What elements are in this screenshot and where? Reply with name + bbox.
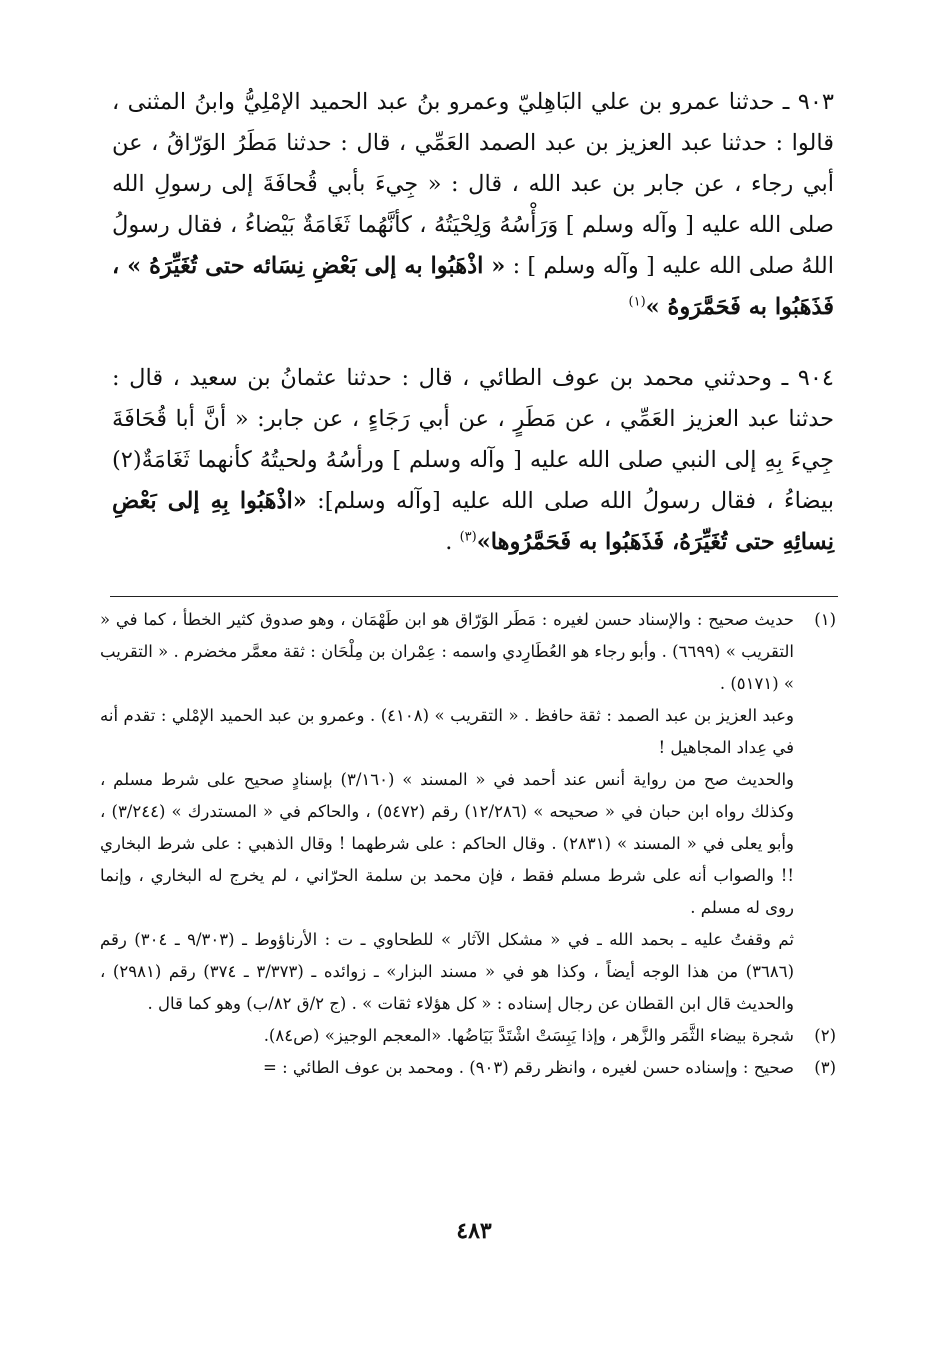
footnote-2 xyxy=(100,1020,836,1052)
hadith-904-quote: «اذْهَبُوا بِهِ إلى بَعْضِ نِسائِهِ حتى تُغَيِّرَهُ، فَذَهَبُوا به فَحَمَّرُوها» xyxy=(112,488,834,555)
main-text xyxy=(112,82,834,563)
footnote-paragraph: حديث صحيح : والإسناد حسن لغيره : مَطَر الوَرّاق هو ابن طَهْمَان ، وهو صدوق كثير الخطأ ، كما في « التقريب » (٦٦٩٩) . وأبو رجاء هو العُطَارِدي واسمه : عِمْران بن مِلْحَان : ثقة معمَّر مخضرم . « التقريب » (٥١٧١) . xyxy=(100,610,794,693)
footnote-1 xyxy=(100,604,836,1020)
footnote-paragraph: صحيح : وإسناده حسن لغيره ، وانظر رقم (٩٠٣) . ومحمد بن عوف الطائي : = xyxy=(263,1058,794,1077)
hadith-904-text: ٩٠٤ ـ وحدثني محمد بن عوف الطائي ، قال : حدثنا عثمانُ بن سعيد ، قال : حدثنا عبد العزيز العَمِّي ، عن مَطَرٍ ، عن أبي رَجَاءٍ ، عن جابر: « أنَّ أبا قُحَافَةَ جِيءَ بِهِ إلى النبي صلى الله عليه [ وآله وسلم ] ورأسُهُ ولحيتُهُ كأنهما ثَغَامَةٌ(٢) بيضاءُ ، فقال رسولُ الله صلى الله عليه [وآله وسلم]: xyxy=(112,365,834,514)
hadith-903-text: ٩٠٣ ـ حدثنا عمرو بن علي البَاهِليّ وعمرو بنُ عبد الحميد الإمْلِيُّ وابنُ المثنى ، قالوا : حدثنا عبد العزيز بن عبد الصمد العَمِّي ، قال : حدثنا مَطَرُ الوَرّاقُ ، عن أبي رجاء ، عن جابر بن عبد الله ، قال : « جِيءَ بأبي قُحافَةَ إلى رسولِ الله صلى الله عليه [ وآله وسلم ] وَرَأْسُهُ وَلِحْيَتُهُ ، كأنَّهُما ثَغَامَةٌ بَيْضاءُ ، فقال رسولُ اللهُ صلى الله عليه [ وآله وسلم ] : xyxy=(112,89,834,279)
footnotes xyxy=(100,604,836,1084)
footnote-number: (٢) xyxy=(814,1026,836,1045)
hadith-904-end: . xyxy=(445,529,460,555)
footnote-separator xyxy=(110,596,838,597)
footnote-paragraph: وعبد العزيز بن عبد الصمد : ثقة حافظ . « التقريب » (٤١٠٨) . وعمرو بن عبد الحميد الإمْلي : تقدم أنه في عِداد المجاهيل ! xyxy=(100,706,794,757)
hadith-904 xyxy=(112,358,834,563)
footnote-3 xyxy=(100,1052,836,1084)
footnote-paragraph: شجرة بيضاء الثَّمَر والزَّهر ، وإذا يَبِسَتْ اشْتَدَّ بَيَاضُها. «المعجم الوجيز» (ص٨٤). xyxy=(263,1026,794,1045)
footnote-ref-3: (٣) xyxy=(459,529,477,545)
footnote-paragraph: ثم وقفتُ عليه ـ بحمد الله ـ في « مشكل الآثار » للطحاوي ـ ت : الأرناؤوط ـ (٩/٣٠٣ ـ ٣٠٤) رقم (٣٦٨٦) من هذا الوجه أيضاً ، وكذا هو في « مسند البزار» ـ زوائده ـ (٣/٣٧٣ ـ ٣٧٤) رقم (٢٩٨١) ، والحديث قال ابن القطان عن رجال إسناده : « كل هؤلاء ثقات » . (ج ٢/ق ٨٢/ب) وهو كما قال . xyxy=(100,930,795,1013)
page-number: ٤٨٣ xyxy=(456,1218,492,1244)
footnote-ref-1: (١) xyxy=(628,294,646,310)
footnote-paragraph: والحديث صح من رواية أنس عند أحمد في « المسند » (٣/١٦٠) بإسنادٍ صحيح على شرط مسلم ، وكذلك رواه ابن حبان في « صحيحه » (١٢/٢٨٦) رقم (٥٤٧٢) ، والحاكم في « المستدرك » (٣/٢٤٤) ، وأبو يعلى في « المسند » (٢٨٣١) . وقال الحاكم : على شرطهما ! وقال الذهبي : على شرط البخاري !! والصواب أنه على شرط مسلم فقط ، فإن محمد بن سلمة الحرّاني ، لم يخرج له البخاري ، وإنما روى له مسلم . xyxy=(100,770,795,917)
footnote-number: (١) xyxy=(814,610,836,629)
hadith-903 xyxy=(112,82,834,328)
footnote-number: (٣) xyxy=(814,1058,836,1077)
hadith-903-quote: « اذْهَبُوا به إلى بَعْضِ نِسَائه حتى تُغَيِّرَهُ » ، فَذَهَبُوا به فَحَمَّرَوهُ » xyxy=(112,253,834,320)
